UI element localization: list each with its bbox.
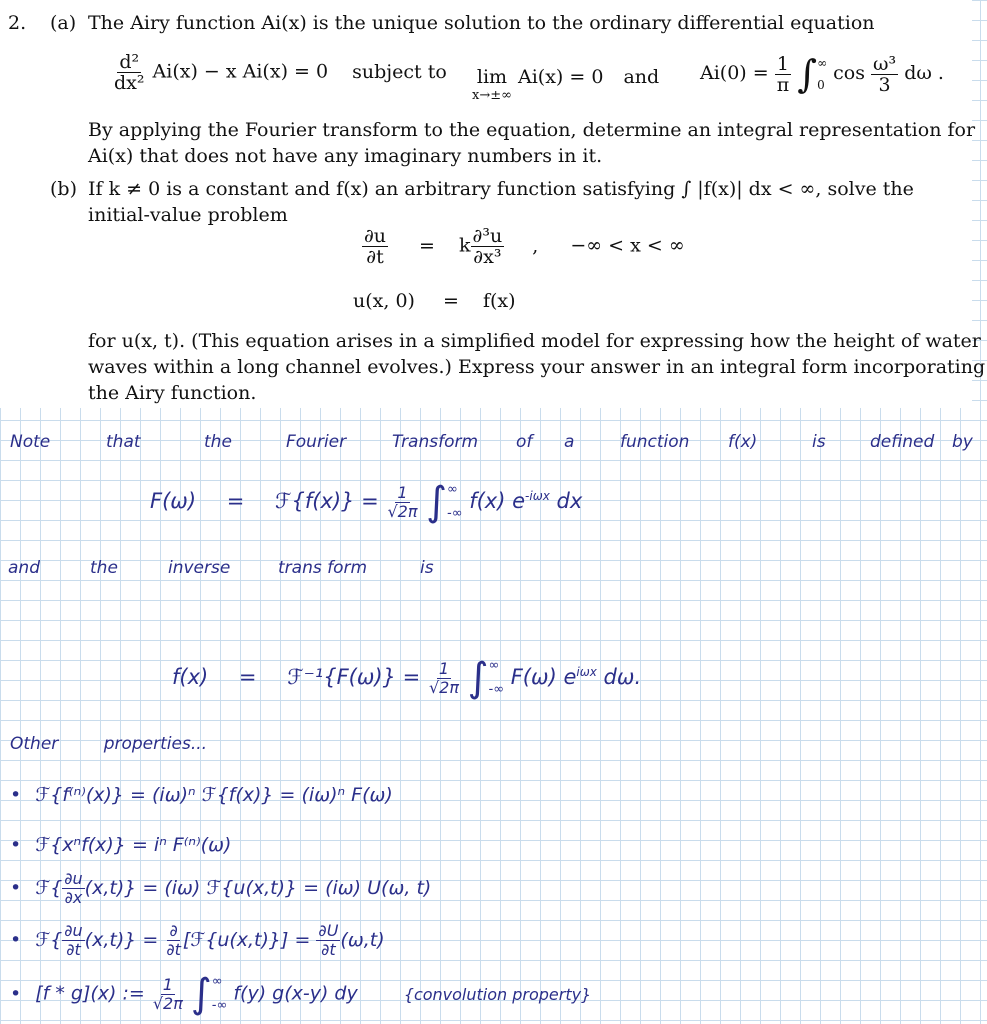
part-a-text-2: Ai(x) that does not have any imaginary numbers in it. — [88, 145, 603, 167]
part-b-label: (b) — [50, 178, 77, 200]
initial-condition: u(x, 0) = f(x) — [353, 290, 516, 312]
part-b-text-2: waves within a long channel evolves.) Express your answer in an integral form incorporating — [88, 356, 986, 378]
inverse-transform-def: f(x) = ℱ⁻¹{F(ω)} = $\frac{1}{√2\pi}$ ∫ ∞ -∞ F(ω) $e^{i\omega x}$ dω. — [172, 655, 642, 701]
fourier-transform-def: F(ω) = ℱ{f(x)} = $\frac{1}{√2\pi}$ ∫ ∞ -∞ f(x) $e^{-i\omega x}$ dx — [150, 479, 583, 525]
limit-condition: lim x→±∞ Ai(x) = 0 and — [472, 66, 660, 103]
part-b-text-1: for u(x, t). (This equation arises in a simplified model for expressing how the height of water — [88, 330, 981, 352]
part-b-line-2: initial-value problem — [88, 204, 288, 226]
property-partial-t: • ℱ{ $\frac{\partial u}{\partial t}$ (x,t)} = ∂ ∂t [ℱ{u(x,t)}] = $\frac{\partial U}{\partial t}$ (ω,t) — [10, 921, 385, 959]
property-derivative: • ℱ{f⁽ⁿ⁾(x)} = (iω)ⁿ ℱ{f(x)} = (iω)ⁿ F(ω) — [10, 784, 393, 806]
airy-ode: $\frac{\text{d²}}{\text{dx²}}$ Ai(x) − x Ai(x) = 0 subject to — [114, 51, 447, 94]
part-b-line-1: If k ≠ 0 is a constant and f(x) an arbitrary function satisfying ∫ |f(x)| dx < ∞, solve the — [88, 178, 914, 200]
problem-number: 2. — [8, 12, 27, 34]
part-a-intro: The Airy function Ai(x) is the unique solution to the ordinary differential equation — [88, 12, 875, 34]
property-partial-x: • ℱ{ $\frac{\partial u}{\partial x}$ (x,t)} = (iω) ℱ{u(x,t)} = (iω) U(ω, t) — [10, 869, 432, 907]
property-convolution: • [f * g](x) := $\frac{1}{√2\pi}$ ∫ ∞ -∞ f(y) g(x-y) dy {convolution property} — [10, 971, 592, 1017]
properties-heading: Other properties... — [10, 734, 208, 754]
part-a-label: (a) — [50, 12, 77, 34]
part-a-text-1: By applying the Fourier transform to the equation, determine an integral representation for — [88, 119, 976, 141]
pde-equation: $\frac{\partial u}{\partial t}$ = k $\frac{\text{∂³u}}{\text{∂x³}}$ , −∞ < x < ∞ — [363, 225, 685, 268]
property-moment: • ℱ{xⁿf(x)} = iⁿ F⁽ⁿ⁾(ω) — [10, 834, 232, 856]
part-b-text-3: the Airy function. — [88, 382, 257, 404]
airy-initial-value: Ai(0) = $\frac{1}{\pi}$ ∫ ∞ 0 cos $\frac{\text{ω³}}{3}$ dω . — [700, 52, 944, 96]
problem-statement — [0, 0, 986, 408]
